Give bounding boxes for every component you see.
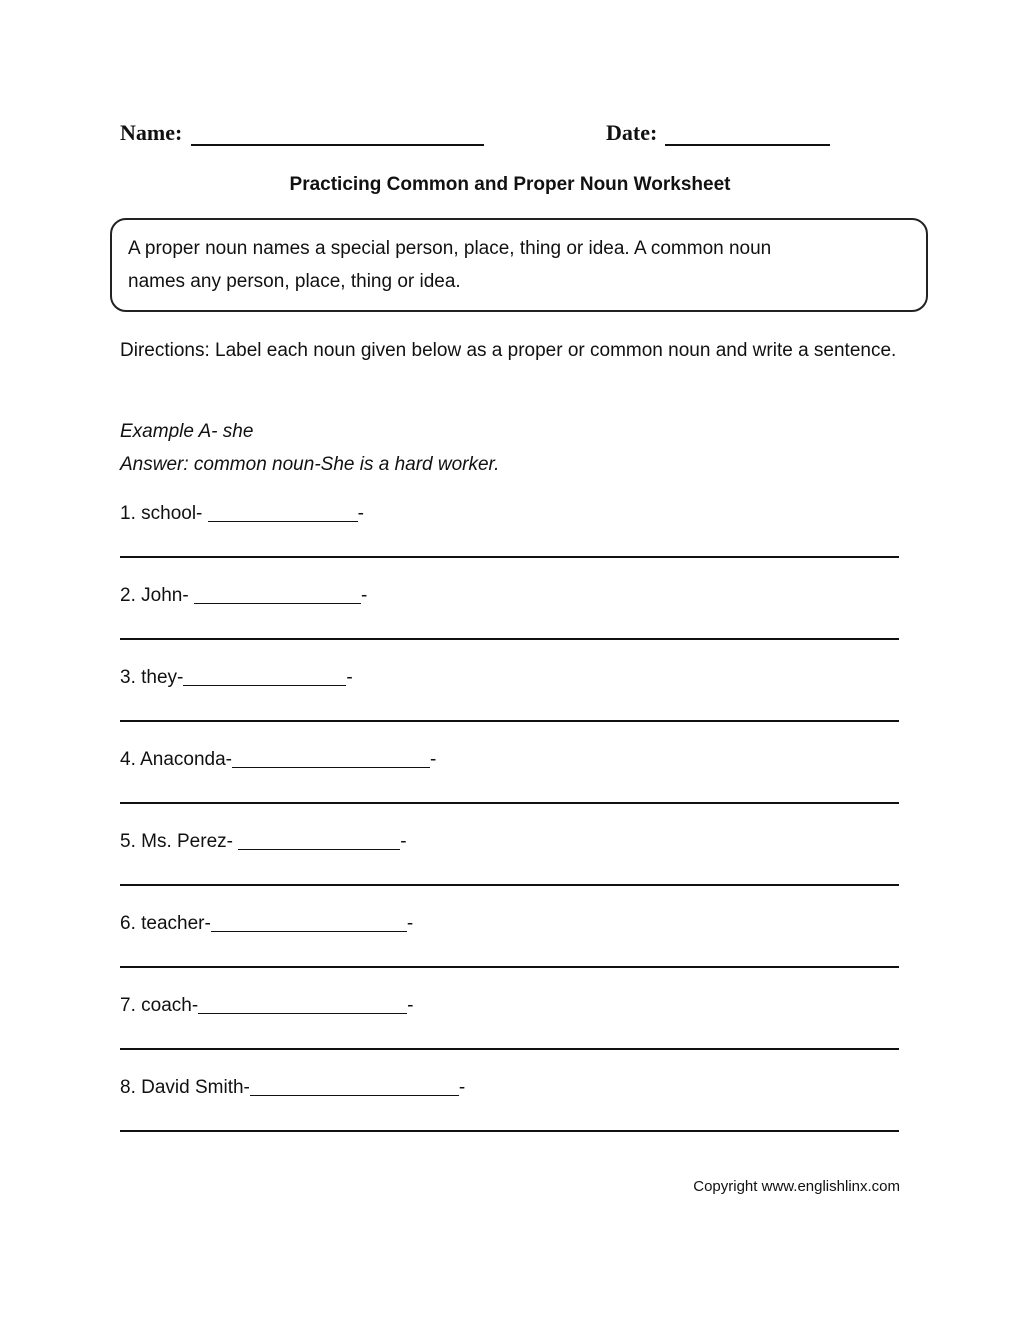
definition-box bbox=[110, 218, 928, 312]
example-prompt: Example A- she bbox=[120, 421, 254, 442]
item-1-label-blank[interactable] bbox=[208, 520, 358, 522]
item-7-sentence-line[interactable] bbox=[120, 1048, 899, 1050]
item-5-sentence-line[interactable] bbox=[120, 884, 899, 886]
item-7 bbox=[120, 992, 413, 1020]
date-label: Date: bbox=[606, 120, 658, 145]
item-5-label-blank[interactable] bbox=[238, 848, 400, 850]
item-6-label-blank[interactable] bbox=[211, 930, 407, 932]
item-6-sentence-line[interactable] bbox=[120, 966, 899, 968]
item-3-prompt: 3. they- bbox=[120, 667, 184, 688]
item-2-prompt: 2. John- bbox=[120, 585, 194, 606]
item-6 bbox=[120, 910, 413, 938]
item-2-label-blank[interactable] bbox=[194, 602, 361, 604]
directions-text: Directions: Label each noun given below as a proper or common noun and write a sentence. bbox=[120, 340, 897, 361]
item-1-prompt: 1. school- bbox=[120, 503, 208, 524]
item-2-dash: - bbox=[360, 585, 368, 606]
item-1 bbox=[120, 500, 364, 528]
item-4-label-blank[interactable] bbox=[232, 766, 430, 768]
item-1-sentence-line[interactable] bbox=[120, 556, 899, 558]
worksheet-title: Practicing Common and Proper Noun Worksheet bbox=[289, 174, 731, 195]
item-2 bbox=[120, 582, 367, 610]
name-blank[interactable] bbox=[191, 144, 484, 146]
item-8-sentence-line[interactable] bbox=[120, 1130, 899, 1132]
item-3-sentence-line[interactable] bbox=[120, 720, 899, 722]
item-4-sentence-line[interactable] bbox=[120, 802, 899, 804]
item-5-dash: - bbox=[400, 831, 407, 852]
item-4-dash: - bbox=[429, 749, 437, 770]
example-answer: Answer: common noun-She is a hard worker. bbox=[120, 454, 500, 475]
item-7-label-blank[interactable] bbox=[198, 1012, 407, 1014]
copyright-text: Copyright www.englishlinx.com bbox=[693, 1178, 900, 1195]
date-blank[interactable] bbox=[665, 144, 830, 146]
item-6-dash: - bbox=[406, 913, 414, 934]
item-5-prompt: 5. Ms. Perez- bbox=[120, 831, 239, 852]
item-7-dash: - bbox=[407, 995, 414, 1016]
definition-line-2: names any person, place, thing or idea. bbox=[128, 271, 461, 292]
item-3-dash: - bbox=[346, 667, 353, 688]
item-1-dash: - bbox=[357, 503, 364, 524]
item-7-prompt: 7. coach- bbox=[120, 995, 199, 1016]
item-4 bbox=[120, 746, 436, 774]
item-8-label-blank[interactable] bbox=[250, 1094, 459, 1096]
item-8-prompt: 8. David Smith- bbox=[120, 1077, 250, 1098]
item-8 bbox=[120, 1074, 465, 1102]
name-label: Name: bbox=[120, 120, 183, 145]
item-8-dash: - bbox=[458, 1077, 466, 1098]
item-3-label-blank[interactable] bbox=[183, 684, 346, 686]
item-6-prompt: 6. teacher- bbox=[120, 913, 211, 934]
item-2-sentence-line[interactable] bbox=[120, 638, 899, 640]
definition-line-1: A proper noun names a special person, place, thing or idea. A common noun bbox=[128, 238, 772, 259]
item-5 bbox=[120, 828, 407, 856]
item-4-prompt: 4. Anaconda- bbox=[120, 749, 232, 770]
item-3 bbox=[120, 664, 353, 692]
